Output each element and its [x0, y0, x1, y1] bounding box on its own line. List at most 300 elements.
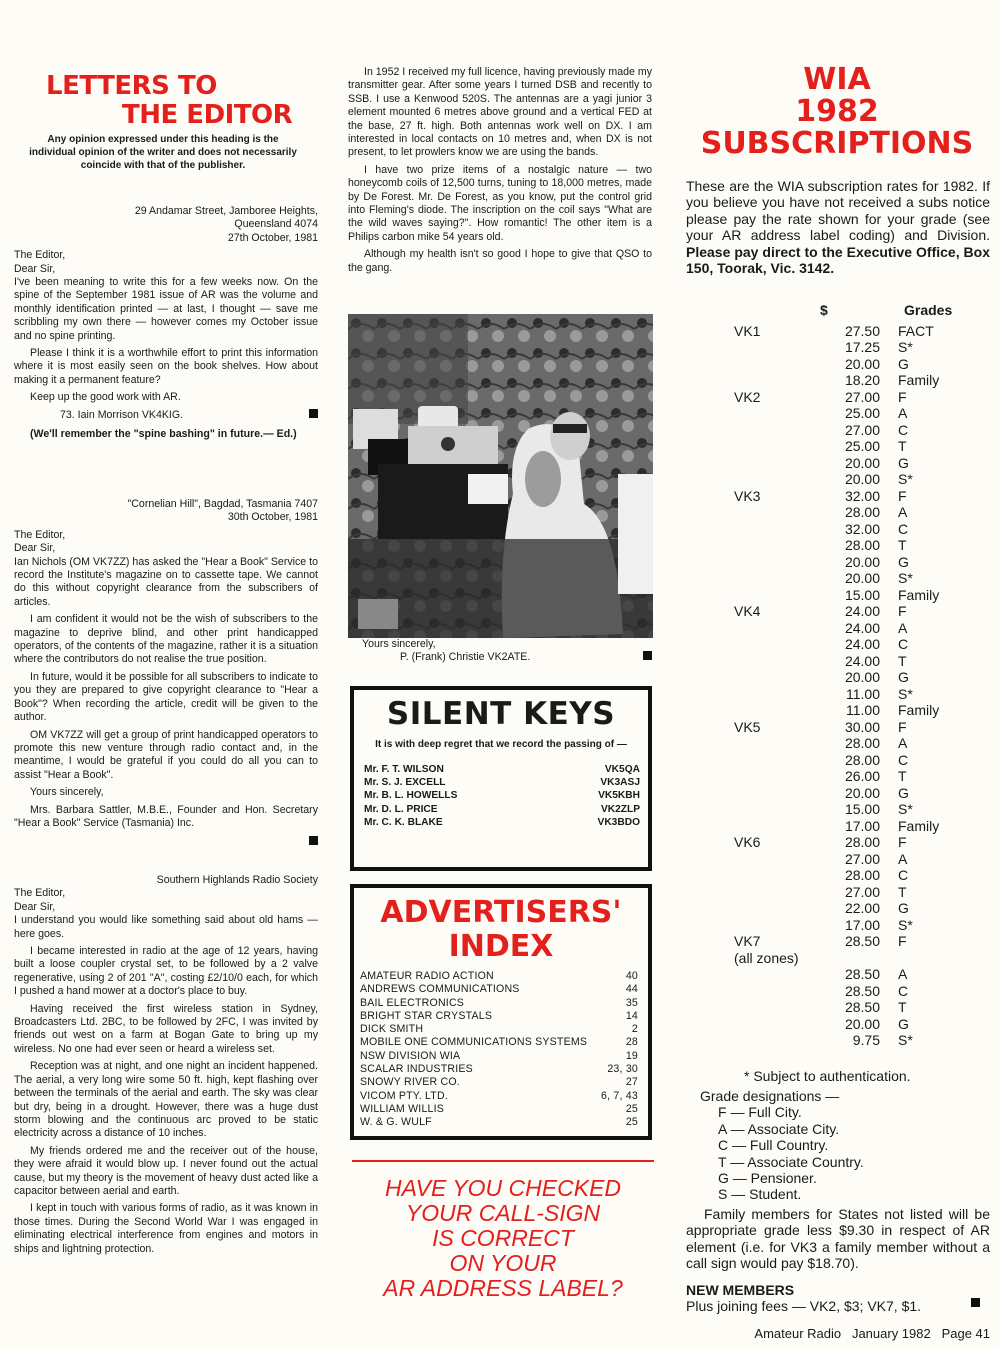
- wia-grade: A: [898, 850, 908, 867]
- wia-grade: A: [898, 619, 908, 636]
- wia-division: [734, 966, 814, 983]
- silent-keys-list: [354, 763, 648, 829]
- letter-2-para-5: Yours sincerely,: [30, 786, 104, 799]
- grade-designation: C — Full Country.: [718, 1137, 829, 1154]
- wia-rate: 32.00: [844, 520, 880, 537]
- wia-grade: T: [898, 883, 907, 900]
- callsign-line-1: HAVE YOU CHECKED: [384, 1175, 622, 1201]
- wia-grade: S*: [898, 685, 913, 702]
- wia-rate: 11.00: [846, 685, 880, 702]
- wia-division: [734, 1032, 814, 1049]
- silent-key-name: Mr. F. T. WILSON: [364, 764, 444, 775]
- letter-1-signature-row: [14, 409, 318, 422]
- wia-division: [734, 686, 814, 703]
- letters-title-line2: THE EDITOR: [122, 100, 293, 130]
- wia-rate: 26.00: [844, 768, 880, 784]
- wia-rate: 28.00: [844, 867, 880, 883]
- letter-2-para-1: Ian Nichols (OM VK7ZZ) has asked the "Hear a Book" Service to record the Institute's magazine on to cassette tape. We cannot do this without copyright clearance from the subscribers of articles.: [14, 555, 318, 608]
- silent-key-row: [354, 763, 648, 776]
- advertiser-row: [354, 1010, 648, 1023]
- letter-1-salutation-1: The Editor,: [14, 249, 66, 262]
- wia-division: [734, 521, 814, 538]
- wia-grade: F: [898, 388, 907, 405]
- wia-rate: 24.00: [844, 619, 880, 636]
- wia-division: (all zones): [734, 949, 799, 966]
- silent-key-name: Mr. S. J. EXCELL: [364, 777, 446, 789]
- wia-rate: 28.50: [844, 982, 880, 999]
- wia-division: VK3: [734, 487, 761, 504]
- wia-rate: 30.00: [844, 718, 880, 735]
- wia-rate: 20.00: [844, 553, 880, 570]
- wia-division: [734, 339, 814, 356]
- wia-division: [734, 768, 814, 785]
- wia-grade: G: [898, 784, 909, 801]
- letter-3-para-4: Reception was at night, and one night an incident happened. The aerial, a very long wire some 50 ft. high, kept flashing over between the terminals of the aerial and earth. The sky was clear but dry, being in a drought. However, there was a huge dust storm blowing and the continuous arc proved to be static electricity across a distance of 10 inches.: [14, 1060, 318, 1140]
- grade-designation: G — Pensioner.: [718, 1170, 817, 1187]
- wia-rate: 28.00: [844, 504, 880, 520]
- wia-rate-row: [734, 537, 984, 554]
- wia-rate: 24.00: [844, 636, 880, 652]
- grade-designation: F — Full City.: [718, 1104, 802, 1121]
- wia-grade: C: [898, 867, 909, 883]
- wia-grade: S*: [898, 1032, 913, 1048]
- silent-key-row: [354, 803, 648, 816]
- letter-3-yours: Yours sincerely,: [362, 638, 436, 650]
- wia-grade: [898, 950, 978, 967]
- callsign-line-3: IS CORRECT: [432, 1225, 574, 1251]
- wia-rate-row: [734, 983, 984, 1000]
- letter-3-para-9: Although my health isn't so good I hope to give that QSO to the gang.: [348, 248, 652, 274]
- callsign-line-4: ON YOUR: [449, 1250, 557, 1276]
- advertiser-row: [354, 997, 648, 1010]
- wia-division: [734, 455, 814, 472]
- wia-grade: F: [898, 718, 907, 735]
- advertiser-row: [354, 1063, 648, 1076]
- photo-illustration: [348, 314, 653, 638]
- wia-division: [734, 785, 814, 802]
- wia-grade: T: [898, 652, 907, 669]
- advertisers-index-box: [350, 884, 652, 1140]
- wia-intro-text: These are the WIA subscription rates for 1982. If you believe you have not received a subs notice please pay the rate shown for your grade (see your AR address label coding) and Division.: [686, 178, 990, 244]
- letters-title-line1: LETTERS TO: [46, 71, 217, 101]
- wia-grade: Family: [898, 372, 940, 388]
- wia-rate: 27.00: [844, 421, 880, 438]
- advertiser-name: VICOM PTY. LTD.: [360, 1089, 448, 1102]
- wia-grade: S*: [898, 801, 913, 817]
- wia-rate-row: [734, 801, 984, 818]
- letter-3-address: Southern Highlands Radio Society: [156, 874, 318, 886]
- letter-2-para-3: In future, would it be possible for all subscribers to indicate to you they are prepared to give copyright clearance to "Hear a Book"? When recording the article, credit will be given to the author.: [14, 670, 318, 724]
- grade-designations-heading: Grade designations —: [700, 1088, 840, 1104]
- wia-rate-row: [734, 488, 984, 505]
- callsign-line-2: YOUR CALL-SIGN: [405, 1200, 601, 1226]
- wia-rate: 27.50: [844, 322, 880, 339]
- wia-rate-row: [734, 570, 984, 587]
- wia-table-header: [734, 302, 984, 319]
- letter-3-para-6: I kept in touch with various forms of radio, as it was known in those times. During the Second World War I was engaged in eliminating electrical interference from engines and motors in ships and lightning protection.: [14, 1202, 318, 1255]
- wia-division: [734, 570, 814, 587]
- letter-1: [14, 205, 318, 446]
- advertiser-name: SNOWY RIVER CO.: [360, 1076, 460, 1089]
- new-members-text: Plus joining fees — VK2, $3; VK7, $1.: [686, 1298, 922, 1315]
- wia-division: [734, 983, 814, 1000]
- advertiser-page: 27: [625, 1076, 638, 1089]
- wia-grade: C: [898, 421, 909, 438]
- wia-rate-row: [734, 999, 984, 1016]
- wia-rate: 22.00: [844, 900, 880, 916]
- wia-family-note: [686, 1206, 990, 1272]
- wia-rate-row: [734, 372, 984, 389]
- wia-division: [734, 372, 814, 389]
- wia-rate-row: [734, 735, 984, 752]
- wia-division: [734, 851, 814, 868]
- wia-division: [734, 405, 814, 422]
- advertiser-page: 25: [625, 1116, 638, 1129]
- wia-division: VK4: [734, 603, 761, 619]
- letter-3-continued: [348, 66, 652, 279]
- wia-division: [734, 471, 814, 488]
- advertiser-row: [354, 970, 648, 983]
- advertiser-row: [354, 1050, 648, 1063]
- wia-grade: T: [898, 537, 907, 553]
- wia-rate: 32.00: [844, 487, 880, 504]
- end-mark-icon: [309, 836, 318, 845]
- grade-list: [700, 1104, 980, 1202]
- wia-grade: C: [898, 982, 909, 999]
- wia-rate: 15.00: [844, 586, 880, 603]
- letter-2-date: 30th October, 1981: [227, 511, 318, 524]
- advertiser-row: [354, 1103, 648, 1116]
- wia-rate-row: [734, 933, 984, 950]
- advertiser-row: [354, 1090, 648, 1103]
- wia-grade: G: [898, 1015, 909, 1032]
- end-mark-icon: [971, 1298, 980, 1307]
- wia-rate-row: [734, 356, 984, 373]
- wia-division: [734, 999, 814, 1016]
- wia-header-dollar: $: [820, 302, 828, 318]
- wia-rate-row: [734, 917, 984, 934]
- letter-1-para-1: I've been meaning to write this for a few weeks now. On the spine of the September 1981 issue of AR was the volume and monthly identification printed — at last, I thought — save me scribbling my own there — however comes my October issue and no spine printing.: [14, 276, 318, 342]
- wia-rate-row: [734, 719, 984, 736]
- letter-3-signature: P. (Frank) Christie VK2ATE.: [400, 651, 531, 663]
- letter-1-date: 27th October, 1981: [227, 231, 318, 244]
- wia-rate-row: [734, 669, 984, 686]
- wia-grade: A: [898, 504, 908, 520]
- wia-rate: 28.00: [844, 834, 880, 850]
- wia-rate-row: [734, 702, 984, 719]
- wia-grade: Family: [898, 817, 940, 834]
- letter-3-para-1: I understand you would like something said about old hams — here goes.: [14, 914, 318, 940]
- callsign-divider: [352, 1160, 654, 1162]
- wia-rate: 15.00: [844, 801, 880, 817]
- wia-division: [734, 537, 814, 554]
- wia-division: [734, 801, 814, 818]
- wia-rate-row: [734, 1032, 984, 1049]
- advertiser-page: 19: [625, 1049, 638, 1062]
- wia-rate: 9.75: [852, 1032, 880, 1048]
- wia-rate: 28.50: [844, 933, 880, 949]
- advertiser-page: 44: [625, 983, 638, 996]
- wia-grade: F: [898, 487, 907, 504]
- wia-rate-row: [734, 752, 984, 769]
- wia-rate-row: [734, 455, 984, 472]
- wia-grade: T: [898, 999, 907, 1015]
- advertiser-name: SCALAR INDUSTRIES: [360, 1063, 473, 1076]
- wia-grade: C: [898, 636, 909, 652]
- grade-designation: A — Associate City.: [718, 1120, 840, 1137]
- wia-rate: 24.00: [844, 652, 880, 669]
- wia-rate: 20.00: [844, 669, 880, 685]
- end-mark-icon: [309, 409, 318, 418]
- wia-rate-row: [734, 785, 984, 802]
- advertiser-row: [354, 1116, 648, 1129]
- silent-keys-intro: It is with deep regret that we record the passing of —: [375, 739, 627, 750]
- wia-division: [734, 636, 814, 653]
- letter-2-para-2: I am confident it would not be the wish of subscribers to the magazine to deprive blind, and other print handicapped operators, of the contents of the magazine, rather it is a situation where the contributors do not realise the true position.: [14, 613, 318, 666]
- advertiser-name: ANDREWS COMMUNICATIONS: [360, 983, 520, 996]
- wia-grade: G: [898, 454, 909, 471]
- wia-division: [734, 900, 814, 917]
- silent-key-name: Mr. D. L. PRICE: [364, 803, 438, 815]
- wia-rows: [734, 323, 984, 1049]
- wia-division: [734, 422, 814, 439]
- wia-rate-row: [734, 966, 984, 983]
- wia-grade-designations: [700, 1088, 980, 1203]
- wia-rate-row: [734, 389, 984, 406]
- wia-grade: G: [898, 355, 909, 372]
- letter-2: [14, 498, 318, 848]
- wia-title-line-2: 1982: [795, 94, 879, 129]
- wia-rate-row: [734, 686, 984, 703]
- wia-family-text: Family members for States not listed will be appropriate grade less $9.30 in respect of AR element (i.e. for VK3 a family member without a call sign would pay $18.70).: [686, 1206, 990, 1272]
- advertiser-name: NSW DIVISION WIA: [360, 1049, 461, 1062]
- wia-rate: 20.00: [844, 784, 880, 801]
- letter-3: [14, 874, 318, 1260]
- wia-grade: C: [898, 751, 909, 768]
- silent-key-callsign: VK2ZLP: [600, 803, 640, 815]
- letter-3-para-3: Having received the first wireless station in Sydney, Broadcasters Ltd. 2BC, to be followed by 2FC, I was invited by friends out west on a farm at Bogan Gate to bring up my wireless. No one had ever seen or heard a wireless set.: [14, 1002, 318, 1055]
- wia-rate: 20.00: [844, 1015, 880, 1032]
- silent-keys-title: SILENT KEYS: [386, 696, 616, 732]
- wia-footnote: * Subject to authentication.: [744, 1068, 911, 1084]
- wia-grade: T: [898, 768, 907, 784]
- advertiser-page: 23, 30: [607, 1063, 638, 1076]
- wia-rate-row: [734, 620, 984, 637]
- letter-1-address-1: 29 Andamar Street, Jamboree Heights,: [134, 205, 318, 217]
- wia-rate-row: [734, 438, 984, 455]
- silent-key-row: [354, 816, 648, 829]
- wia-rate: 24.00: [844, 603, 880, 619]
- callsign-notice: [352, 1176, 654, 1301]
- wia-division: [734, 620, 814, 637]
- letter-2-salutation-2: Dear Sir,: [14, 542, 56, 555]
- advertiser-page: 28: [625, 1036, 638, 1049]
- wia-rate: 28.50: [844, 966, 880, 982]
- wia-rate: 25.00: [844, 405, 880, 421]
- silent-keys-box: [350, 686, 652, 871]
- wia-rate-row: [734, 900, 984, 917]
- wia-division: [734, 867, 814, 884]
- wia-grade: G: [898, 900, 909, 916]
- advertiser-row: [354, 1076, 648, 1089]
- wia-grade: F: [898, 933, 907, 949]
- wia-title-line-1: WIA: [803, 62, 871, 97]
- advertiser-name: WILLIAM WILLIS: [360, 1102, 445, 1115]
- wia-rate-row: [734, 653, 984, 670]
- silent-key-callsign: VK5KBH: [598, 790, 640, 802]
- silent-key-row: [354, 789, 648, 802]
- advertiser-name: W. & G. WULF: [360, 1116, 432, 1129]
- wia-rate-row: [734, 587, 984, 604]
- grade-designation: S — Student.: [718, 1186, 802, 1203]
- wia-grade: G: [898, 553, 909, 570]
- grade-designation: T — Associate Country.: [718, 1153, 864, 1170]
- wia-rate: 28.00: [844, 537, 880, 553]
- wia-intro-bold: Please pay direct to the Executive Office, Box 150, Toorak, Vic. 3142.: [686, 243, 990, 277]
- wia-division: [734, 587, 814, 604]
- letter-2-address: "Cornelian Hill", Bagdad, Tasmania 7407: [127, 498, 318, 510]
- wia-division: VK7: [734, 933, 761, 949]
- wia-rate: 18.20: [844, 372, 880, 388]
- wia-rate: 20.00: [844, 471, 880, 487]
- wia-rate: 28.00: [844, 735, 880, 751]
- advertiser-name: BAIL ELECTRONICS: [360, 996, 465, 1009]
- wia-division: [734, 653, 814, 670]
- wia-rate: 17.00: [844, 817, 880, 834]
- advertiser-row: [354, 983, 648, 996]
- letter-1-para-2: Please I think it is a worthwhile effort to print this information where it is most easily seen on the book shelves. How about making it a permanent feature?: [14, 347, 318, 386]
- end-mark-icon: [643, 651, 652, 660]
- wia-grade: Family: [898, 586, 940, 603]
- wia-grade: A: [898, 966, 908, 982]
- wia-grade: S*: [898, 339, 913, 355]
- wia-rate: 25.00: [844, 438, 880, 454]
- letter-3-salutation-2: Dear Sir,: [14, 900, 56, 913]
- new-members-heading: NEW MEMBERS: [686, 1282, 795, 1298]
- wia-rate-row: [734, 834, 984, 851]
- silent-key-callsign: VK3ASJ: [600, 777, 640, 789]
- wia-grade: S*: [898, 471, 913, 487]
- wia-rate-row: [734, 405, 984, 422]
- wia-new-members: [686, 1282, 990, 1315]
- advertiser-page: 40: [625, 970, 638, 982]
- wia-grade: C: [898, 520, 909, 537]
- wia-rate-row: [734, 636, 984, 653]
- advertisers-list: [354, 970, 648, 1130]
- wia-rate: 20.00: [844, 570, 880, 586]
- wia-rate-row: [734, 422, 984, 439]
- wia-grade: A: [898, 735, 908, 751]
- wia-rate-row: [734, 851, 984, 868]
- wia-division: [734, 702, 814, 719]
- wia-rate-row: [734, 603, 984, 620]
- silent-key-callsign: VK3BDO: [597, 816, 640, 828]
- letter-3-salutation-1: The Editor,: [14, 887, 66, 900]
- wia-rate-row: [734, 768, 984, 785]
- wia-rate: 27.00: [844, 883, 880, 900]
- wia-rate: 20.00: [844, 355, 880, 372]
- letter-1-address-2: Queensland 4074: [234, 218, 318, 231]
- ham-shack-photo: [348, 314, 653, 638]
- advertiser-page: 6, 7, 43: [601, 1089, 638, 1102]
- wia-rate: [814, 950, 898, 967]
- wia-rate-row: [734, 867, 984, 884]
- advertiser-page: 14: [625, 1009, 638, 1022]
- wia-rate: 28.00: [844, 751, 880, 768]
- wia-header-grades: Grades: [904, 302, 953, 318]
- wia-rate: 28.50: [844, 999, 880, 1015]
- callsign-line-5: AR ADDRESS LABEL?: [383, 1275, 623, 1301]
- wia-rate: 27.00: [844, 388, 880, 405]
- wia-grade: T: [898, 438, 907, 454]
- wia-grade: S*: [898, 570, 913, 586]
- letter-2-para-4: OM VK7ZZ will get a group of print handicapped operators to promote this new venture through radio contact and, in the meantime, I would be grateful if you could do all you can to assist "Hear a Book".: [14, 728, 318, 781]
- wia-rate: 17.00: [844, 916, 880, 933]
- silent-key-row: [354, 776, 648, 789]
- wia-rate-row: [734, 1016, 984, 1033]
- letter-2-salutation-1: The Editor,: [14, 528, 66, 541]
- wia-rate-row: [734, 339, 984, 356]
- wia-grade: F: [898, 603, 907, 619]
- wia-division: [734, 356, 814, 373]
- wia-title-line-3: SUBSCRIPTIONS: [700, 126, 974, 161]
- letter-1-editor-note: (We'll remember the "spine bashing" in future.— Ed.): [30, 428, 297, 441]
- advertiser-row: [354, 1036, 648, 1049]
- wia-division: [734, 554, 814, 571]
- advertiser-row: [354, 1023, 648, 1036]
- advertiser-name: BRIGHT STAR CRYSTALS: [360, 1009, 493, 1022]
- wia-grade: A: [898, 405, 908, 421]
- advertiser-page: 35: [625, 996, 638, 1009]
- advertiser-name: AMATEUR RADIO ACTION: [360, 970, 494, 982]
- letter-3-para-7: In 1952 I received my full licence, having previously made my transmitter gear. After some years I turned DSB and recently to SSB. I use a Kenwood 520S. The antennas are a yagi junior 3 element mounted 6 metres above ground and a vertical FED at the base, 27 ft. high. Both antennas work well on DX. I am interested in local contacts on 10 metres and, when DX is not present, to let prowlers know we are using the bands.: [348, 66, 652, 159]
- page-footer: Amateur Radio January 1982 Page 41: [754, 1326, 990, 1341]
- wia-rate-row: [734, 521, 984, 538]
- wia-division: [734, 917, 814, 934]
- wia-grade: S*: [898, 916, 913, 933]
- wia-division: [734, 438, 814, 455]
- wia-rate-row: [734, 471, 984, 488]
- wia-division: VK2: [734, 388, 761, 405]
- wia-grade: FACT: [898, 322, 934, 339]
- wia-division: VK5: [734, 718, 761, 735]
- letters-disclaimer: Any opinion expressed under this heading is the individual opinion of the writer and does not necessarily coincide with that of the publisher.: [29, 134, 297, 171]
- wia-rate: 11.00: [846, 702, 880, 718]
- wia-title: [686, 64, 988, 160]
- wia-division: VK1: [734, 322, 761, 339]
- letter-2-signature: Mrs. Barbara Sattler, M.B.E., Founder and Hon. Secretary "Hear a Book" Service (Tasmania) Inc.: [14, 803, 318, 829]
- wia-division: VK6: [734, 834, 761, 850]
- letter-3-para-2: I became interested in radio at the age of 12 years, having built a loose coupler crystal set, to be followed by a 2 valve regenerative, using 2 of 201 "A", costing £2/10/0 each, for which I pushed a hand mower at a doctor's place to buy.: [14, 945, 318, 998]
- wia-grade: Family: [898, 702, 940, 718]
- advertisers-title-line1: ADVERTISERS': [380, 895, 622, 930]
- letter-1-signature: 73. Iain Morrison VK4KIG.: [60, 408, 184, 421]
- wia-rate-row: [734, 884, 984, 901]
- wia-division: [734, 504, 814, 521]
- wia-rate-row: [734, 554, 984, 571]
- wia-rates-table: [734, 302, 984, 1049]
- wia-grade: G: [898, 669, 909, 685]
- wia-division: [734, 669, 814, 686]
- advertisers-title-line2: INDEX: [448, 929, 554, 964]
- advertiser-name: DICK SMITH: [360, 1023, 424, 1036]
- wia-division: [734, 735, 814, 752]
- letter-3-para-5: My friends ordered me and the receiver out of the house, they were afraid it would blow up. I never found out the actual cause, but my theory is the movement of heavy dust acted like a capacitor between aerial and earth.: [14, 1144, 318, 1197]
- letter-3-closing: [362, 638, 652, 664]
- wia-rate-row: [734, 818, 984, 835]
- wia-division: [734, 818, 814, 835]
- wia-division: [734, 884, 814, 901]
